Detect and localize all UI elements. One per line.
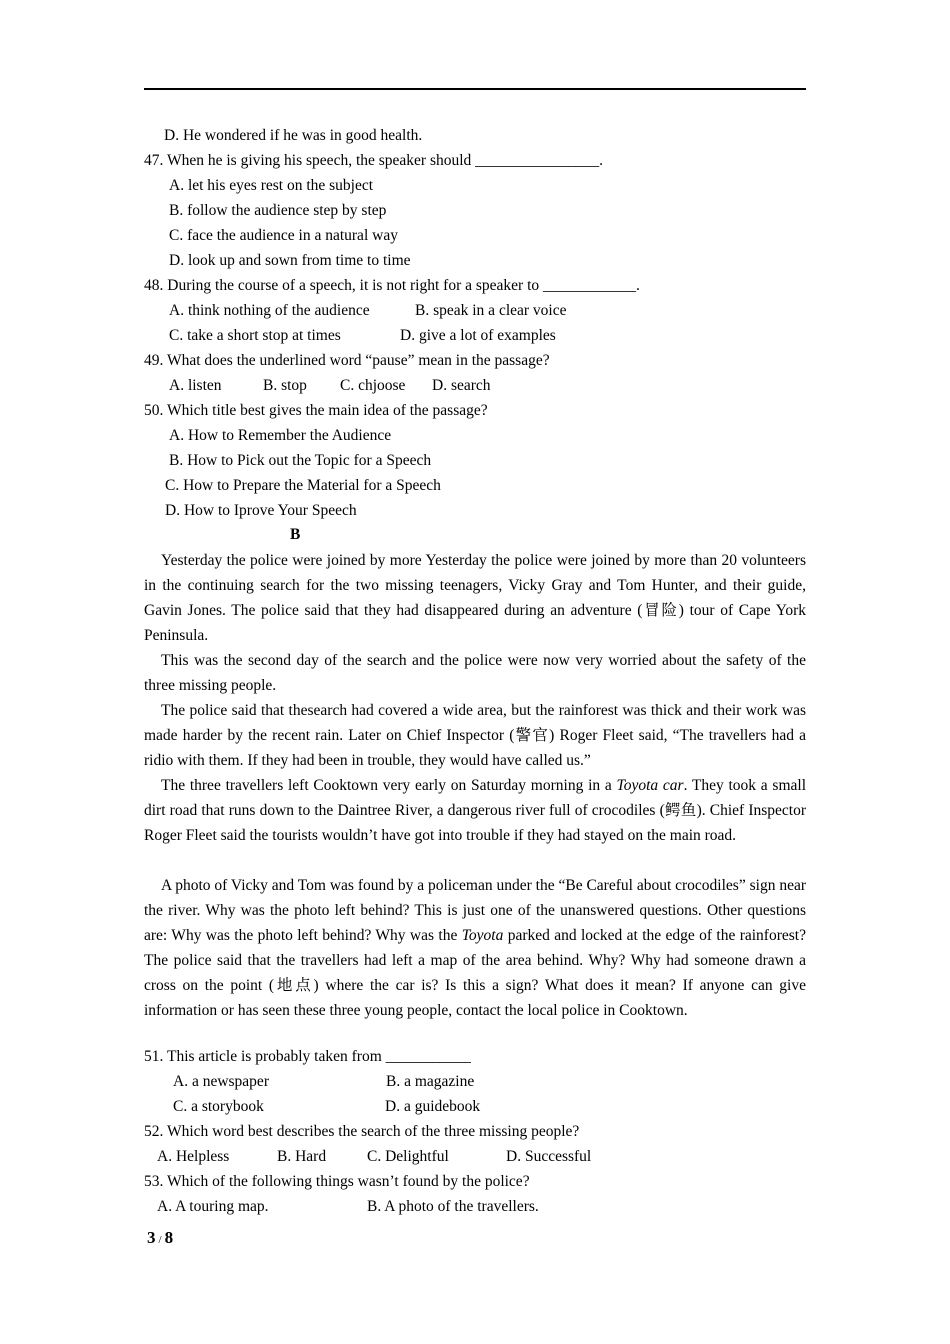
- q46-option-d: D. He wondered if he was in good health.: [164, 127, 423, 144]
- q49-option-b: B. stop: [263, 377, 307, 394]
- q50-stem: 50. Which title best gives the main idea of the passage?: [144, 402, 488, 419]
- passage-paragraph-1: Yesterday the police were joined by more Yesterday the police were joined by more than 20 volunteers in the continuing search for the two missing teenagers, Vicky Gray and Tom Hunter, and their guide, Gavin Jones. The police said that they had disappeared during an adventure (冒险) tour of Cape York Peninsula.: [144, 552, 806, 644]
- q50-option-a: A. How to Remember the Audience: [169, 427, 392, 444]
- q48-stem: 48. During the course of a speech, it is not right for a speaker to ____________.: [144, 277, 640, 294]
- q52-option-b: B. Hard: [277, 1148, 327, 1165]
- total-pages: 8: [164, 1228, 174, 1247]
- p4-text-start: The three travellers left Cooktown very early on Saturday morning in a: [161, 777, 617, 794]
- p5-text-start: A photo of Vicky and Tom was found by a policeman under the “Be Careful about crocodiles” sign near the river. Why was the photo left behind? This is just one of the unanswered questions. Other questions are: Why was the photo left behind? Why was the: [144, 877, 806, 944]
- q47-option-a: A. let his eyes rest on the subject: [169, 177, 374, 194]
- q49-option-d: D. search: [432, 377, 491, 394]
- p4-text-end: . They took a small dirt road that runs down to the Daintree River, a dangerous river full of crocodiles (鳄鱼). Chief Inspector Roger Fleet said the tourists wouldn’t have got into trouble if they had stayed on the main road.: [144, 777, 807, 844]
- current-page: 3: [147, 1228, 156, 1247]
- passage-paragraph-4: [144, 773, 806, 848]
- q52-stem: 52. Which word best describes the search of the three missing people?: [144, 1123, 580, 1140]
- q48-option-b: B. speak in a clear voice: [415, 302, 567, 319]
- page-separator: /: [158, 1234, 162, 1246]
- q50-option-c: C. How to Prepare the Material for a Speech: [165, 477, 441, 494]
- q47-stem: 47. When he is giving his speech, the speaker should ________________.: [144, 152, 604, 169]
- q50-option-b: B. How to Pick out the Topic for a Speech: [169, 452, 432, 469]
- q51-option-a: A. a newspaper: [173, 1073, 269, 1090]
- passage-paragraph-5: [144, 873, 806, 1023]
- passage-paragraph-2: This was the second day of the search and the police were now very worried about the safety of the three missing people.: [144, 652, 806, 694]
- q50-option-d: D. How to Iprove Your Speech: [165, 502, 357, 519]
- p5-italic-toyota: Toyota: [461, 927, 504, 944]
- header-rule: [144, 88, 806, 90]
- p4-italic-toyota-car: Toyota car: [616, 777, 684, 794]
- q51-option-d: D. a guidebook: [385, 1098, 481, 1115]
- q47-option-d: D. look up and sown from time to time: [169, 252, 411, 269]
- q49-stem: 49. What does the underlined word “pause” mean in the passage?: [144, 352, 550, 369]
- q48-option-c: C. take a short stop at times: [169, 327, 341, 344]
- q47-option-b: B. follow the audience step by step: [169, 202, 387, 219]
- page-number: [147, 1228, 173, 1248]
- q52-option-a: A. Helpless: [157, 1148, 230, 1165]
- q49-option-c: C. chjoose: [340, 377, 406, 394]
- q47-option-c: C. face the audience in a natural way: [169, 227, 398, 244]
- q51-stem: 51. This article is probably taken from ___________: [144, 1048, 471, 1065]
- q53-stem: 53. Which of the following things wasn’t found by the police?: [144, 1173, 530, 1190]
- section-b-heading: B: [290, 526, 301, 543]
- q53-option-b: B. A photo of the travellers.: [367, 1198, 539, 1215]
- q49-option-a: A. listen: [169, 377, 222, 394]
- passage-paragraph-3: The police said that thesearch had covered a wide area, but the rainforest was thick and their work was made harder by the recent rain. Later on Chief Inspector (警官) Roger Fleet said, “The travellers had a ridio with them. If they had been in trouble, they would have called us.”: [144, 702, 806, 769]
- q48-option-d: D. give a lot of examples: [400, 327, 556, 344]
- q48-option-a: A. think nothing of the audience: [169, 302, 370, 319]
- q52-option-c: C. Delightful: [367, 1148, 449, 1165]
- q53-option-a: A. A touring map.: [157, 1198, 269, 1215]
- q51-option-b: B. a magazine: [386, 1073, 475, 1090]
- q51-option-c: C. a storybook: [173, 1098, 264, 1115]
- p5-text-end: parked and locked at the edge of the rainforest? The police said that the travellers had left a map of the area behind. Why? Why had someone drawn a cross on the point (地点) where the car is? Is this a sign? What does it mean? If anyone can give information or has seen these three young people, contact the local police in Cooktown.: [144, 927, 806, 1019]
- q52-option-d: D. Successful: [506, 1148, 592, 1165]
